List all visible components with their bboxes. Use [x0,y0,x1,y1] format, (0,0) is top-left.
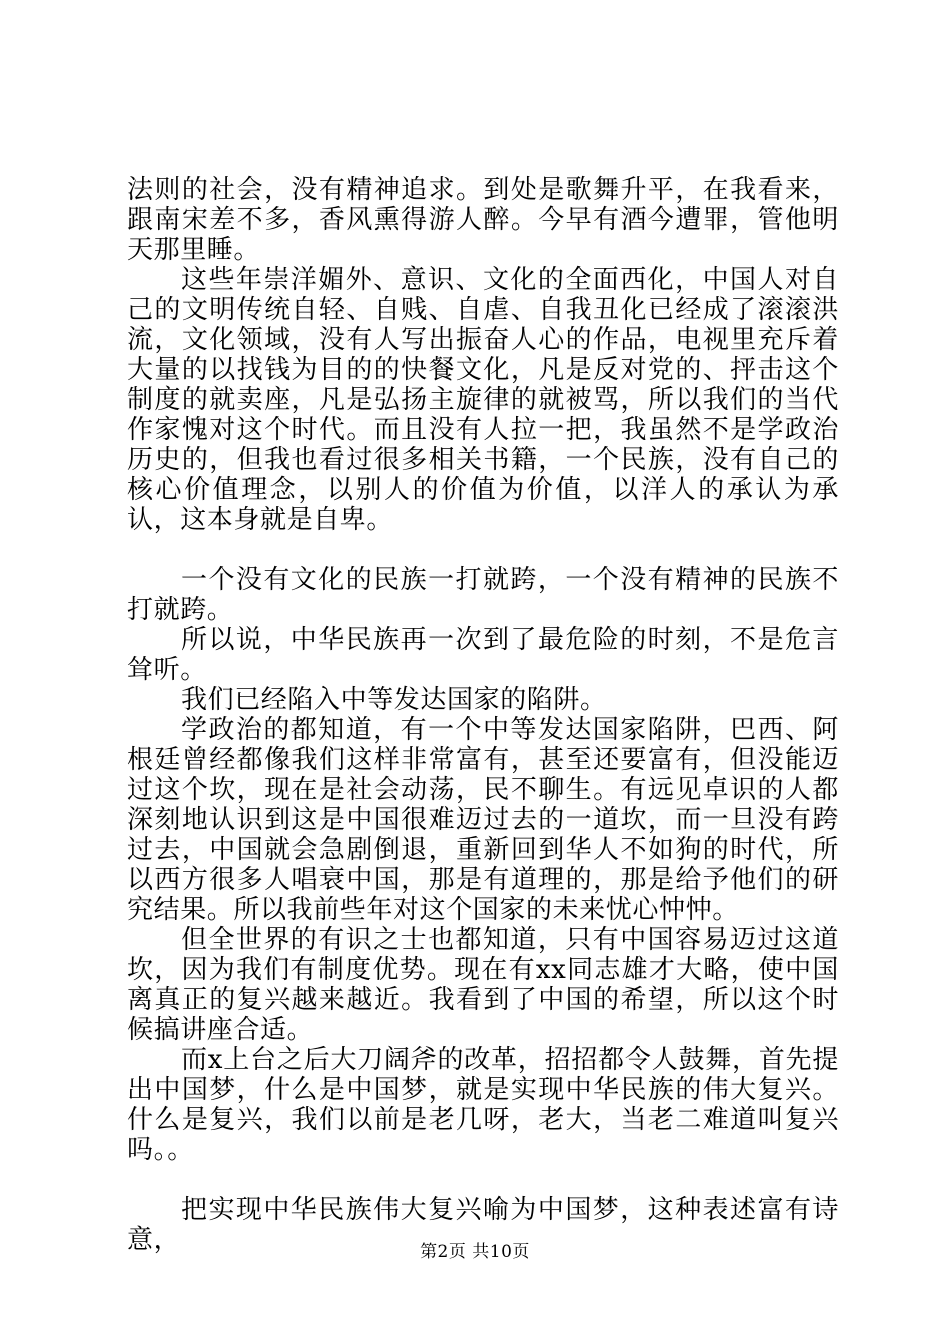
page-number: 第2页 共10页 [420,1242,530,1262]
paragraph-danger: 所以说，中华民族再一次到了最危险的时刻，不是危言耸听。 [127,625,839,685]
paragraph-continuation: 法则的社会，没有精神追求。到处是歌舞升平，在我看来，跟南宋差不多，香风熏得游人醉。今早有酒今遭罪，管他明天那里睡。 [127,175,839,265]
paragraph-culture-spirit: 一个没有文化的民族一打就跨，一个没有精神的民族不打就跨。 [127,565,839,625]
paragraph-china-dream: 而x上台之后大刀阔斧的改革，招招都令人鼓舞，首先提出中国梦，什么是中国梦，就是实现中华民族的伟大复兴。什么是复兴，我们以前是老几呀，老大，当老二难道叫复兴吗。。 [127,1045,839,1165]
paragraph-trap: 我们已经陷入中等发达国家的陷阱。 [181,685,607,715]
paragraph-institutional-advantage: 但全世界的有识之士也都知道，只有中国容易迈过这道坎，因为我们有制度优势。现在有xx同志雄才大略，使中国离真正的复兴越来越近。我看到了中国的希望，所以这个时候搞讲座合适。 [127,925,839,1045]
paragraph-poetic-expression: 把实现中华民族伟大复兴喻为中国梦，这种表述富有诗意， [127,1195,839,1255]
paragraph-middle-income-trap: 学政治的都知道，有一个中等发达国家陷阱，巴西、阿根廷曾经都像我们这样非常富有，甚至还要富有，但没能迈过这个坎，现在是社会动荡，民不聊生。有远见卓识的人都深刻地认识到这是中国很难迈过去的一道坎，而一旦没有跨过去，中国就会急剧倒退，重新回到华人不如狗的时代，所以西方很多人唱衰中国，那是有道理的，那是给予他们的研究结果。所以我前些年对这个国家的未来忧心忡忡。 [127,715,839,925]
paragraph-westernization: 这些年崇洋媚外、意识、文化的全面西化，中国人对自己的文明传统自轻、自贱、自虐、自我丑化已经成了滚滚洪流，文化领域，没有人写出振奋人心的作品，电视里充斥着大量的以找钱为目的的快餐文化，凡是反对党的、抨击这个制度的就卖座，凡是弘扬主旋律的就被骂，所以我们的当代作家愧对这个时代。而且没有人拉一把，我虽然不是学政治历史的，但我也看过很多相关书籍，一个民族，没有自己的核心价值理念，以别人的价值为价值，以洋人的承认为承认，这本身就是自卑。 [127,265,839,535]
body-text [127,175,839,1255]
